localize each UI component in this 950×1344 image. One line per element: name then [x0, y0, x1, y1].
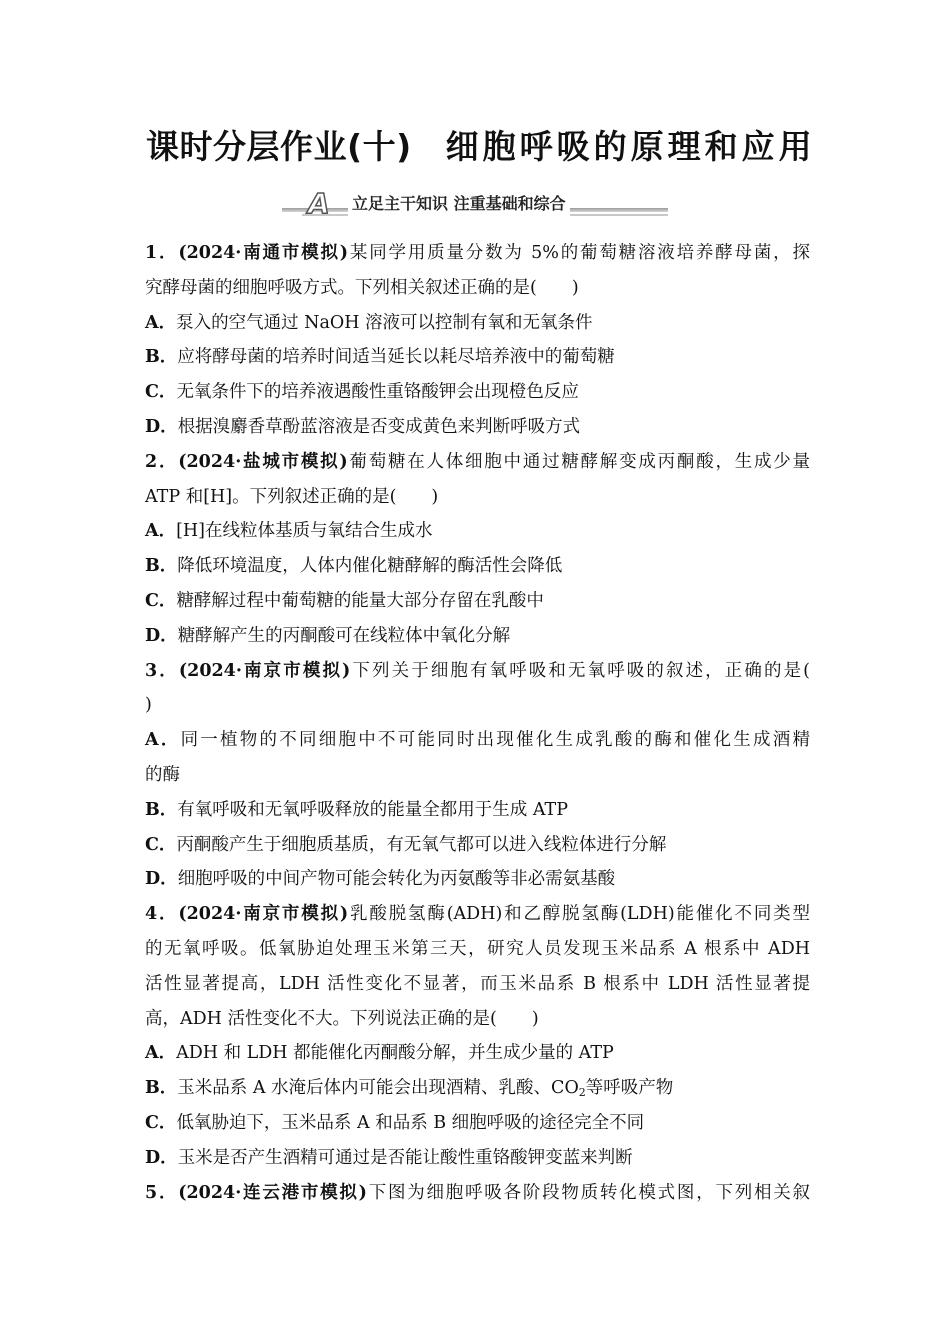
- question-2: [145, 445, 810, 654]
- question-3: [145, 654, 810, 898]
- stem-text: 某同学用质量分数为 5%的葡萄糖溶液培养酵母菌，探: [348, 243, 810, 263]
- option-letter: C．: [145, 590, 177, 611]
- option-b: [145, 1071, 810, 1106]
- question-source: (2024·南京市模拟): [178, 660, 351, 681]
- option-c: [145, 375, 810, 410]
- question-source: (2024·盐城市模拟): [178, 451, 348, 472]
- banner-label: 立足主干知识 注重基础和综合: [348, 192, 570, 216]
- question-source: (2024·南通市模拟): [178, 243, 349, 263]
- question-stem-cont: 究酵母菌的细胞呼吸方式。下列相关叙述正确的是( ): [145, 277, 579, 298]
- question-number: 4．: [145, 904, 179, 925]
- option-letter: B．: [145, 347, 178, 368]
- option-text: 无氧条件下的培养液遇酸性重铬酸钾会出现橙色反应: [176, 382, 579, 403]
- question-stem: [145, 445, 810, 480]
- question-number: 5．: [145, 1182, 179, 1203]
- question-number: 1．: [145, 243, 179, 263]
- option-text: 糖酵解产生的丙酮酸可在线粒体中氧化分解: [177, 625, 511, 646]
- question-source: (2024·南京市模拟): [178, 904, 349, 925]
- option-letter: C．: [145, 382, 177, 403]
- option-d: [145, 862, 810, 897]
- option-text: 丙酮酸产生于细胞质基质，有无氧气都可以进入线粒体进行分解: [176, 834, 667, 855]
- option-letter: B．: [145, 556, 178, 577]
- question-stem: [145, 236, 810, 271]
- option-text: 有氧呼吸和无氧呼吸释放的能量全都用于生成 ATP: [177, 799, 568, 820]
- page-title: [146, 124, 826, 170]
- option-a: [145, 1036, 810, 1071]
- question-stem-cont: 的无氧呼吸。低氧胁迫处理玉米第三天，研究人员发现玉米品系 A 根系中 ADH: [145, 938, 810, 959]
- option-text: 根据溴麝香草酚蓝溶液是否变成黄色来判断呼吸方式: [177, 416, 581, 437]
- subscript: 2: [578, 1086, 586, 1100]
- question-1: [145, 236, 810, 445]
- option-letter: B．: [145, 1078, 178, 1099]
- question-stem: [145, 1176, 810, 1211]
- stem-text: 葡萄糖在人体细胞中通过糖酵解变成丙酮酸，生成少量: [347, 451, 811, 472]
- question-stem-cont: 活性显著提高，LDH 活性变化不显著，而玉米品系 B 根系中 LDH 活性显著提: [145, 973, 810, 994]
- option-d: [145, 410, 810, 445]
- option-b: [145, 549, 810, 584]
- option-text: 糖酵解过程中葡萄糖的能量大部分存留在乳酸中: [176, 590, 544, 611]
- option-d: [145, 619, 810, 654]
- option-a: [145, 723, 810, 758]
- option-letter: C．: [145, 1112, 177, 1133]
- banner-letter-icon: A: [308, 187, 330, 220]
- option-text: 泵入的空气通过 NaOH 溶液可以控制有氧和无氧条件: [176, 312, 593, 333]
- option-c: [145, 584, 810, 619]
- option-d: [145, 1141, 810, 1176]
- option-text: 应将酵母菌的培养时间适当延长以耗尽培养液中的葡萄糖: [177, 347, 615, 368]
- option-text: 低氧胁迫下，玉米品系 A 和品系 B 细胞呼吸的途径完全不同: [176, 1112, 645, 1133]
- stem-text: 下列关于细胞有氧呼吸和无氧呼吸的叙述，正确的是(: [350, 660, 810, 681]
- question-5: [145, 1176, 810, 1211]
- option-text: [H]在线粒体基质与氧结合生成水: [176, 521, 433, 542]
- option-letter: D．: [145, 869, 178, 890]
- stem-text: 乳酸脱氢酶(ADH)和乙醇脱氢酶(LDH)能催化不同类型: [348, 904, 810, 925]
- option-letter: D．: [145, 1147, 178, 1168]
- question-stem: [145, 897, 810, 932]
- option-b: [145, 793, 810, 828]
- title-main: 课时分层作业(十): [146, 127, 412, 166]
- option-text: 同一植物的不同细胞中不可能同时出现催化生成乳酸的酶和催化生成酒精: [180, 730, 811, 751]
- option-c: [145, 1106, 810, 1141]
- option-letter: A．: [145, 521, 177, 542]
- question-number: 2．: [145, 451, 179, 472]
- option-text: 降低环境温度，人体内催化糖酵解的酶活性会降低: [177, 556, 563, 577]
- option-text: ADH 和 LDH 都能催化丙酮酸分解，并生成少量的 ATP: [176, 1043, 614, 1064]
- option-letter: C．: [145, 834, 177, 855]
- stem-text: 下图为细胞呼吸各阶段物质转化模式图，下列相关叙: [366, 1182, 811, 1203]
- question-4: [145, 897, 810, 1175]
- question-stem-cont: ): [145, 695, 152, 716]
- option-letter: B．: [145, 799, 178, 820]
- question-stem: [145, 654, 810, 689]
- option-letter: A．: [145, 730, 181, 751]
- option-a: [145, 514, 810, 549]
- option-letter: A．: [145, 312, 177, 333]
- question-source: (2024·连云港市模拟): [178, 1182, 367, 1203]
- option-a: [145, 306, 810, 341]
- option-letter: D．: [145, 416, 178, 437]
- option-b: [145, 340, 810, 375]
- option-letter: D．: [145, 625, 178, 646]
- question-body: [145, 236, 810, 1210]
- option-letter: A．: [145, 1043, 177, 1064]
- question-number: 3．: [145, 660, 179, 681]
- option-text: 玉米品系 A 水淹后体内可能会出现酒精、乳酸、CO: [177, 1078, 579, 1099]
- question-stem-cont: 高，ADH 活性变化不大。下列说法正确的是( ): [145, 1008, 539, 1029]
- title-sub: 细胞呼吸的原理和应用: [445, 127, 816, 166]
- option-c: [145, 828, 810, 863]
- option-text: 细胞呼吸的中间产物可能会转化为丙氨酸等非必需氨基酸: [177, 869, 616, 890]
- option-text-after: 等呼吸产物: [585, 1078, 674, 1099]
- option-text: 玉米是否产生酒精可通过是否能让酸性重铬酸钾变蓝来判断: [177, 1147, 633, 1168]
- question-stem-cont: ATP 和[H]。下列叙述正确的是( ): [145, 486, 439, 507]
- section-banner: [282, 187, 668, 222]
- option-a-cont: 的酶: [145, 764, 180, 785]
